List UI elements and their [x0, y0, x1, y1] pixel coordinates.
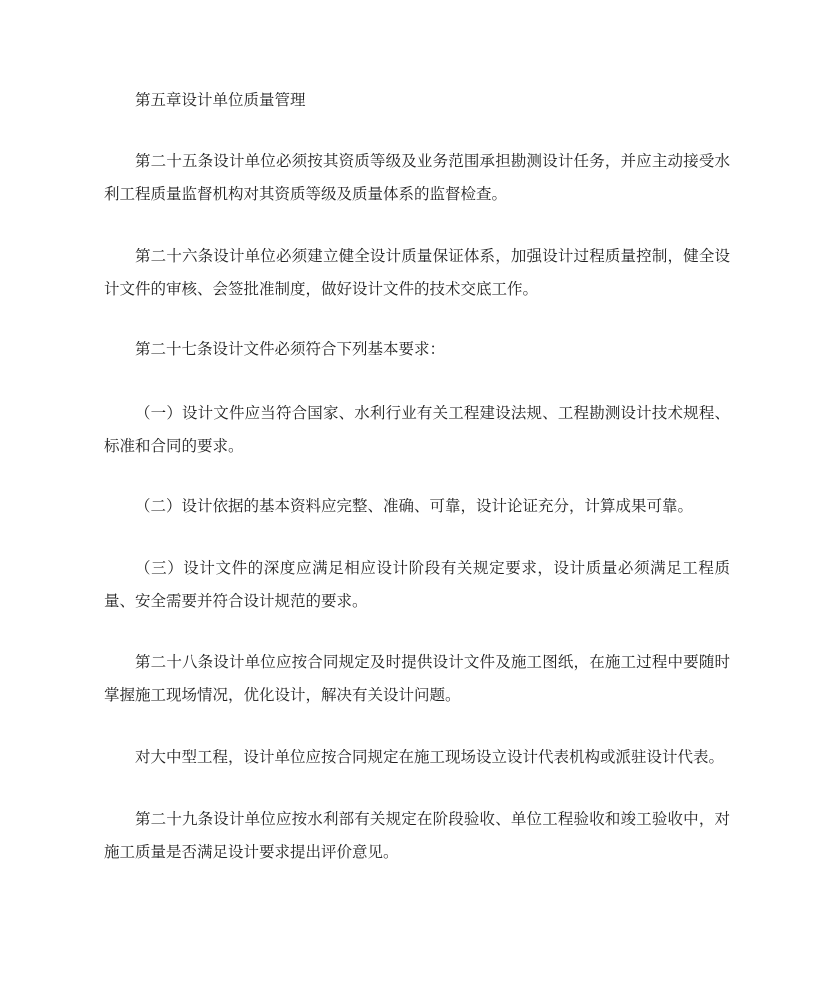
- article-25: 第二十五条设计单位必须按其资质等级及业务范围承担勘测设计任务，并应主动接受水利工程质量监督机构对其资质等级及质量体系的监督检查。: [104, 152, 730, 203]
- article-27-item-2: （二）设计依据的基本资料应完整、准确、可靠，设计论证充分，计算成果可靠。: [135, 497, 694, 515]
- article-29: 第二十九条设计单位应按水利部有关规定在阶段验收、单位工程验收和竣工验收中，对施工质量是否满足设计要求提出评价意见。: [104, 810, 730, 861]
- chapter-title: 第五章设计单位质量管理: [135, 91, 306, 109]
- article-27-item-1: （一）设计文件应当符合国家、水利行业有关工程建设法规、工程勘测设计技术规程、标准和合同的要求。: [104, 404, 730, 455]
- article-27-item-3: （三）设计文件的深度应满足相应设计阶段有关规定要求，设计质量必须满足工程质量、安全需要并符合设计规范的要求。: [104, 559, 730, 610]
- article-28-supplement: 对大中型工程，设计单位应按合同规定在施工现场设立设计代表机构或派驻设计代表。: [135, 748, 725, 766]
- article-26: 第二十六条设计单位必须建立健全设计质量保证体系，加强设计过程质量控制，健全设计文件的审核、会签批准制度，做好设计文件的技术交底工作。: [104, 247, 730, 298]
- article-27: 第二十七条设计文件必须符合下列基本要求：: [135, 340, 446, 358]
- article-28: 第二十八条设计单位应按合同规定及时提供设计文件及施工图纸，在施工过程中要随时掌握施工现场情况，优化设计，解决有关设计问题。: [104, 653, 730, 704]
